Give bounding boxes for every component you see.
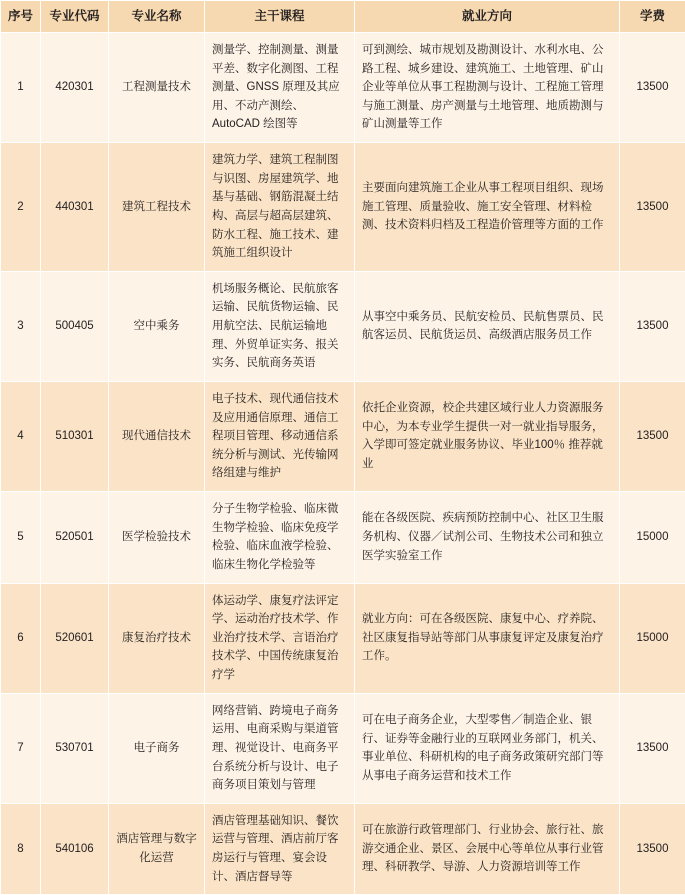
table-header-row (1, 1, 685, 33)
cell-courses: 机场服务概论、民航旅客运输、民航货物运输、民用航空法、民航运输地理、外贸单证实务、报关实务、民航商务英语 (205, 271, 355, 381)
cell-name: 现代通信技术 (109, 381, 205, 491)
cell-courses: 电子技术、现代通信技术及应用通信原理、通信工程项目管理、移动通信系统分析与测试、光传输网络组建与维护 (205, 381, 355, 491)
cell-code: 520501 (41, 492, 109, 584)
cell-tuition: 13500 (620, 271, 685, 381)
cell-name: 工程测量技术 (109, 32, 205, 142)
table-row (1, 271, 685, 381)
cell-code: 500405 (41, 271, 109, 381)
cell-name: 康复治疗技术 (109, 583, 205, 693)
cell-career: 从事空中乘务员、民航安检员、民航售票员、民航客运员、民航货运员、高级酒店服务员工作 (355, 271, 620, 381)
table-row (1, 381, 685, 491)
cell-index: 5 (1, 492, 41, 584)
table-row (1, 143, 685, 272)
cell-index: 7 (1, 693, 41, 803)
cell-index: 4 (1, 381, 41, 491)
cell-tuition: 15000 (620, 583, 685, 693)
cell-index: 1 (1, 32, 41, 142)
cell-courses: 测量学、控制测量、测量平差、数字化测图、工程测量、GNSS 原理及其应用、不动产测绘、AutoCAD 绘图等 (205, 32, 355, 142)
cell-index: 8 (1, 803, 41, 895)
cell-career: 可到测绘、城市规划及勘测设计、水利水电、公路工程、城乡建设、建筑施工、土地管理、矿山企业等单位从事工程勘测与设计、工程施工管理与施工测量、房产测量与土地管理、地质勘测与矿山测量等工作 (355, 32, 620, 142)
column-header-name: 专业名称 (109, 1, 205, 33)
column-header-tuition: 学费 (620, 1, 685, 33)
cell-code: 420301 (41, 32, 109, 142)
cell-career: 可在旅游行政管理部门、行业协会、旅行社、旅游交通企业、景区、会展中心等单位从事行业管理、科研教学、导游、人力资源培训等工作 (355, 803, 620, 895)
cell-tuition: 13500 (620, 693, 685, 803)
cell-name: 电子商务 (109, 693, 205, 803)
cell-courses: 建筑力学、建筑工程制图与识图、房屋建筑学、地基与基础、钢筋混凝土结构、高层与超高层建筑、防水工程、施工技术、建筑施工组织设计 (205, 143, 355, 272)
cell-courses: 分子生物学检验、临床微生物学检验、临床免疫学检验、临床血液学检验、临床生物化学检验等 (205, 492, 355, 584)
cell-name: 酒店管理与数字化运营 (109, 803, 205, 895)
cell-tuition: 15000 (620, 492, 685, 584)
cell-code: 510301 (41, 381, 109, 491)
column-header-index: 序号 (1, 1, 41, 33)
cell-courses: 酒店管理基础知识、餐饮运营与管理、酒店前厅客房运行与管理、宴会设计、酒店督导等 (205, 803, 355, 895)
cell-career: 就业方向：可在各级医院、康复中心、疗养院、社区康复指导站等部门从事康复评定及康复治疗工作。 (355, 583, 620, 693)
cell-career: 依托企业资源，校企共建区域行业人力资源服务中心，为本专业学生提供一对一就业指导服务，入学即可签定就业服务协议、毕业100％ 推荐就业 (355, 381, 620, 491)
table-row (1, 803, 685, 895)
cell-code: 530701 (41, 693, 109, 803)
cell-tuition: 13500 (620, 381, 685, 491)
column-header-courses: 主干课程 (205, 1, 355, 33)
cell-career: 可在电子商务企业，大型零售／制造企业、银行、证券等金融行业的互联网业务部门，机关、事业单位、科研机构的电子商务政策研究部门等从事电子商务运营和技术工作 (355, 693, 620, 803)
cell-code: 540106 (41, 803, 109, 895)
cell-code: 520601 (41, 583, 109, 693)
cell-name: 空中乘务 (109, 271, 205, 381)
table-row (1, 583, 685, 693)
cell-courses: 网络营销、跨境电子商务运用、电商采购与渠道管理、视觉设计、电商务平台系统分析与设计、电子商务项目策划与管理 (205, 693, 355, 803)
table-row (1, 492, 685, 584)
cell-tuition: 13500 (620, 32, 685, 142)
cell-index: 3 (1, 271, 41, 381)
column-header-career: 就业方向 (355, 1, 620, 33)
table-row (1, 693, 685, 803)
cell-name: 医学检验技术 (109, 492, 205, 584)
cell-name: 建筑工程技术 (109, 143, 205, 272)
cell-index: 2 (1, 143, 41, 272)
table-body (1, 32, 685, 894)
column-header-code: 专业代码 (41, 1, 109, 33)
cell-tuition: 13500 (620, 143, 685, 272)
cell-career: 能在各级医院、疾病预防控制中心、社区卫生服务机构、仪器／试剂公司、生物技术公司和独立医学实验室工作 (355, 492, 620, 584)
cell-career: 主要面向建筑施工企业从事工程项目组织、现场施工管理、质量验收、施工安全管理、材料检测、技术资料归档及工程造价管理等方面的工作 (355, 143, 620, 272)
cell-code: 440301 (41, 143, 109, 272)
cell-courses: 体运动学、康复疗法评定学、运动治疗技术学、作业治疗技术学、言语治疗技术学、中国传统康复治疗学 (205, 583, 355, 693)
table-row (1, 32, 685, 142)
cell-tuition: 13500 (620, 803, 685, 895)
cell-index: 6 (1, 583, 41, 693)
